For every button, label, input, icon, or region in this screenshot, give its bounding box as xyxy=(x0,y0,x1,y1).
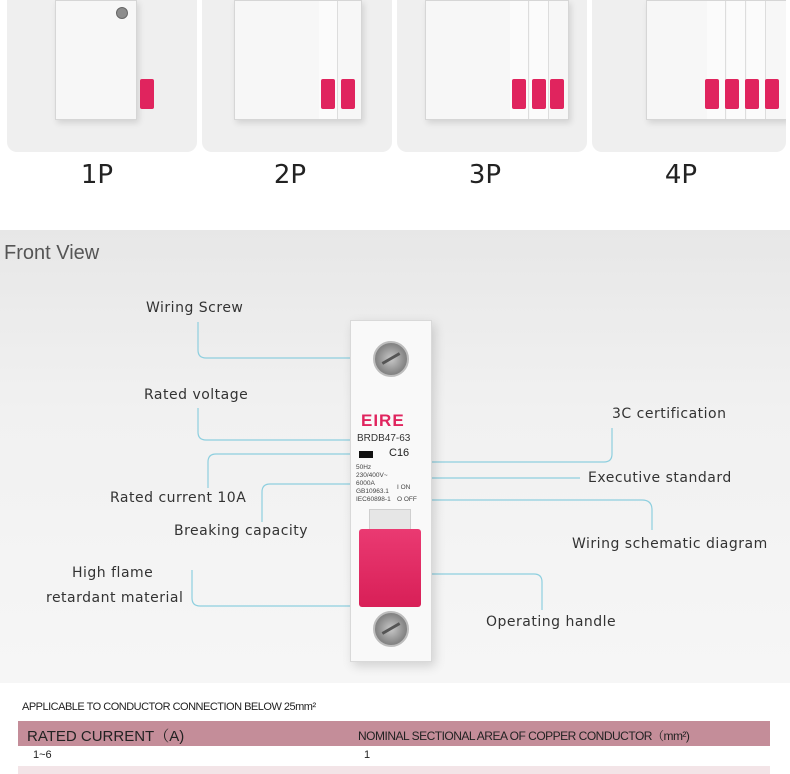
switch-off-label: O OFF xyxy=(397,496,417,503)
conductor-table xyxy=(18,721,770,774)
status-indicator xyxy=(359,451,373,458)
variant-row xyxy=(0,0,790,200)
model-number: BRDB47-63 xyxy=(357,433,411,444)
top-wiring-screw xyxy=(373,341,409,377)
callout-wiring-schematic: Wiring schematic diagram xyxy=(572,536,768,552)
callout-breaking-capacity: Breaking capacity xyxy=(174,523,309,539)
operating-handle[interactable] xyxy=(359,529,421,607)
spec-standard-iec: IEC60898-1 xyxy=(356,496,391,503)
front-view-panel xyxy=(0,230,790,683)
breaker-2p xyxy=(234,0,362,120)
breaker-1p xyxy=(55,0,137,120)
spec-voltage: 230/400V~ xyxy=(356,472,388,479)
callout-3c-certification: 3C certification xyxy=(612,406,727,422)
variant-image-3p[interactable] xyxy=(397,0,587,152)
switch-on-label: I ON xyxy=(397,484,411,491)
brand-logo: EIRE xyxy=(361,411,405,430)
breaker-4p xyxy=(646,0,786,120)
callout-executive-standard: Executive standard xyxy=(588,470,732,486)
breaker-3p xyxy=(425,0,569,120)
variant-image-4p[interactable] xyxy=(592,0,786,152)
variant-label-1p: 1P xyxy=(80,160,114,190)
table-caption: APPLICABLE TO CONDUCTOR CONNECTION BELOW 25mm² xyxy=(22,701,316,713)
callout-rated-voltage: Rated voltage xyxy=(144,387,249,403)
front-view-title: Front View xyxy=(4,242,100,264)
variant-label-4p: 4P xyxy=(664,160,698,190)
cell-current: 1~6 xyxy=(33,749,52,761)
breaker-front xyxy=(350,320,432,662)
spec-capacity: 6000A xyxy=(356,480,375,487)
bottom-wiring-screw xyxy=(373,611,409,647)
callout-flame-line1: High flame xyxy=(72,565,154,581)
callout-wiring-screw: Wiring Screw xyxy=(146,300,244,316)
callout-operating-handle: Operating handle xyxy=(486,614,617,630)
variant-image-2p[interactable] xyxy=(202,0,392,152)
spec-frequency: 50Hz xyxy=(356,464,372,471)
header-copper-area: NOMINAL SECTIONAL AREA OF COPPER CONDUCTOR（mm²) xyxy=(358,729,690,743)
rating-label: C16 xyxy=(389,447,410,459)
variant-label-2p: 2P xyxy=(273,160,307,190)
callout-rated-current: Rated current 10A xyxy=(110,490,247,506)
callout-flame-line2: retardant material xyxy=(46,590,184,606)
table-row-partial xyxy=(18,766,770,774)
variant-image-1p[interactable] xyxy=(7,0,197,152)
variant-label-3p: 3P xyxy=(468,160,502,190)
cell-area: 1 xyxy=(364,749,371,761)
spec-standard-gb: GB10963.1 xyxy=(356,488,389,495)
table-header xyxy=(18,721,770,746)
table-row xyxy=(18,746,770,766)
header-rated-current: RATED CURRENT（A) xyxy=(27,728,185,745)
